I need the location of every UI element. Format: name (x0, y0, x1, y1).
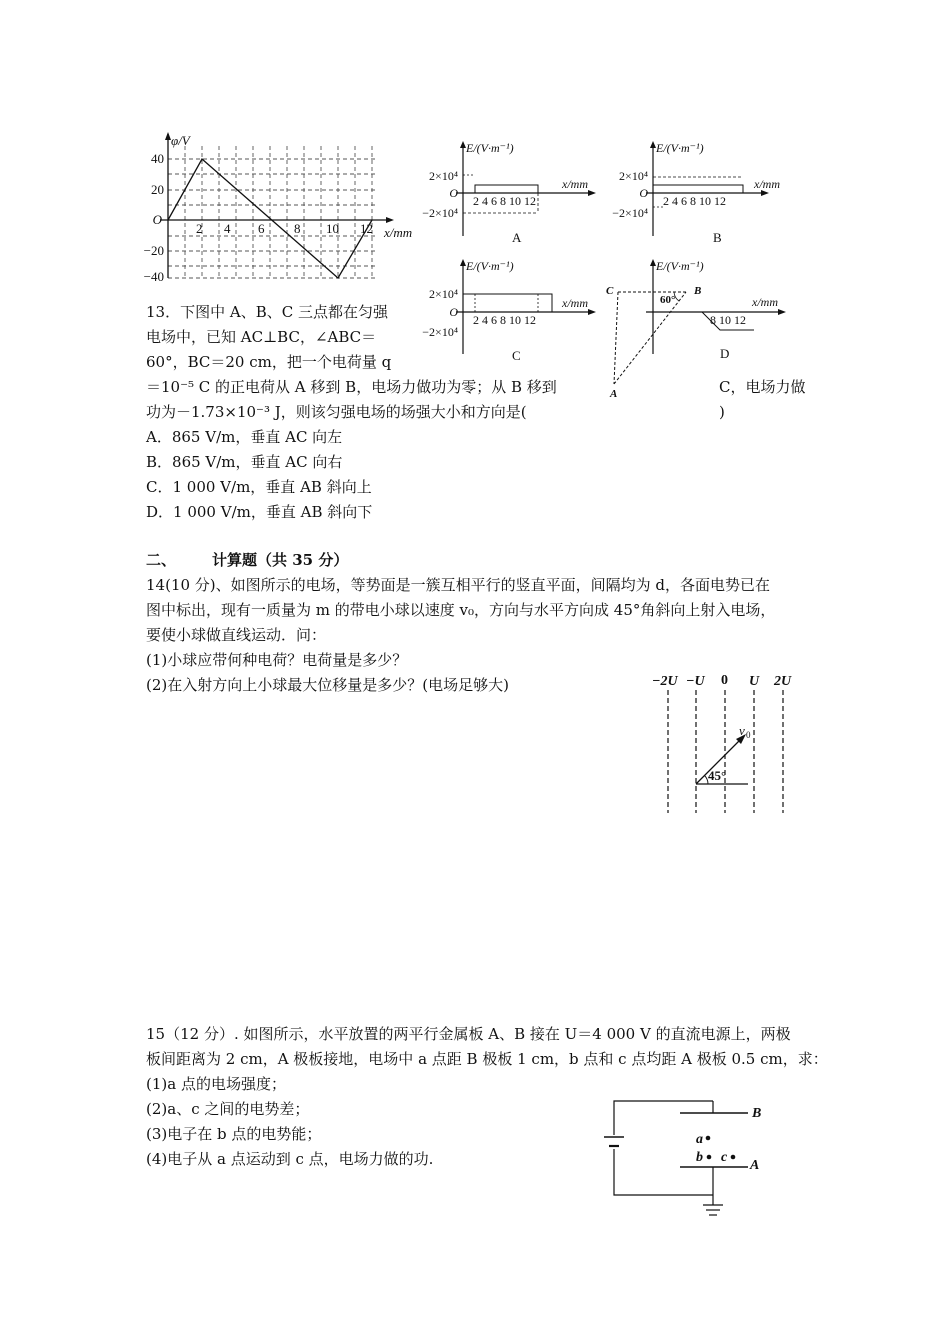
option-c-label: C (512, 348, 521, 363)
q14-line: 14(10 分)、如图所示的电场，等势面是一簇互相平行的竖直平面，间隔均为 d，各面电势已在 (146, 576, 771, 594)
q13-line: 13．下图中 A、B、C 三点都在匀强 (146, 303, 388, 321)
option-c-pos-tick: 2×10⁴ (429, 287, 458, 301)
option-b-ylabel: E/(V·m⁻¹) (656, 141, 704, 155)
q13-option-a[interactable]: A．865 V/m，垂直 AC 向左 (146, 428, 343, 446)
q13-point-a: A (610, 388, 618, 400)
option-a-graph (410, 138, 600, 248)
option-d-label: D (720, 346, 730, 361)
q15-line: 板间距离为 2 cm，A 极板接地，电场中 a 点距 B 极板 1 cm，b 点和 c 点均距 A 极板 0.5 cm，求： (146, 1050, 828, 1068)
q14-line: 要使小球做直线运动．问： (146, 626, 327, 644)
phi-graph-xtick: 10 (326, 221, 339, 236)
q14-sub1: (1)小球应带何种电荷？电荷量是多少？ (146, 651, 408, 669)
q14-angle: 45° (708, 768, 727, 783)
q15-line: 15（12 分）. 如图所示，水平放置的两平行金属板 A、B 接在 U＝4 000 V 的直流电源上，两极 (146, 1025, 791, 1043)
phi-graph-xtick: 4 (224, 221, 231, 236)
phi-graph-ylabel: φ/V (171, 133, 190, 148)
option-c-graph (410, 256, 600, 366)
option-d-ticks: 8 10 12 (710, 313, 746, 327)
option-d-ylabel: E/(V·m⁻¹) (656, 259, 704, 273)
phi-graph-ytick: −40 (143, 269, 164, 284)
section-number: 二、 (146, 551, 177, 569)
q15-point-c: c (721, 1150, 728, 1165)
option-c-xticks: 2 4 6 8 10 12 (473, 313, 536, 327)
q15-sub: (4)电子从 a 点运动到 c 点，电场力做的功. (146, 1150, 434, 1168)
q13-option-d[interactable]: D．1 000 V/m，垂直 AB 斜向下 (146, 503, 373, 521)
q14-line: 图中标出，现有一质量为 m 的带电小球以速度 v₀，方向与水平方向成 45°角斜向上射入电场， (146, 601, 776, 619)
option-c-xlabel: x/mm (562, 296, 588, 310)
option-c-neg-tick: −2×10⁴ (422, 325, 458, 339)
option-b-graph (600, 138, 800, 248)
q13-point-b: B (694, 285, 702, 297)
option-c-ylabel: E/(V·m⁻¹) (466, 259, 514, 273)
option-a-ylabel: E/(V·m⁻¹) (466, 141, 514, 155)
option-d-xlabel: x/mm (752, 295, 778, 309)
q13-line: 电场中，已知 AC⊥BC，∠ABC＝ (146, 328, 377, 346)
section-title: 计算题（共 35 分） (212, 551, 349, 569)
phi-graph-ytick: 20 (151, 182, 164, 197)
q13-option-c[interactable]: C．1 000 V/m，垂直 AB 斜向上 (146, 478, 372, 496)
option-b-xlabel: x/mm (754, 177, 780, 191)
phi-graph-xtick: 12 (360, 221, 373, 236)
q14-potential: 2U (774, 674, 792, 689)
phi-graph-xlabel: x/mm (384, 225, 413, 240)
option-a-label: A (512, 230, 522, 245)
q13-answer-paren: ) (719, 403, 725, 421)
phi-x-graph (140, 128, 420, 288)
option-a-origin: O (449, 186, 458, 200)
option-b-origin: O (639, 186, 648, 200)
q14-velocity-sub: 0 (746, 730, 751, 740)
q13-angle: 60° (660, 294, 676, 306)
q13-line-tail: C，电场力做 (719, 378, 806, 396)
phi-graph-ytick: 40 (151, 151, 164, 166)
q13-option-b[interactable]: B．865 V/m，垂直 AC 向右 (146, 453, 343, 471)
phi-graph-xtick: 6 (258, 221, 265, 236)
q13-triangle (600, 280, 710, 405)
phi-graph-xtick: 2 (196, 221, 203, 236)
option-b-pos-tick: 2×10⁴ (619, 169, 648, 183)
q15-sub: (3)电子在 b 点的电势能； (146, 1125, 322, 1143)
q14-potential: −2U (652, 674, 678, 689)
q13-line: 60°，BC＝20 cm，把一个电荷量 q (146, 353, 392, 371)
q14-potential: 0 (721, 673, 728, 688)
q15-point-a: a (696, 1132, 703, 1147)
option-a-xlabel: x/mm (562, 177, 588, 191)
q13-line: 功为－1.73×10⁻³ J，则该匀强电场的场强大小和方向是( (146, 403, 527, 421)
q15-plate-a: A (750, 1158, 760, 1173)
option-b-label: B (713, 230, 722, 245)
option-a-pos-tick: 2×10⁴ (429, 169, 458, 183)
option-b-neg-tick: −2×10⁴ (612, 206, 648, 220)
q15-sub: (1)a 点的电场强度； (146, 1075, 286, 1093)
q14-velocity-label: v (739, 723, 745, 738)
q15-point-b: b (696, 1150, 703, 1165)
phi-graph-origin: O (152, 212, 162, 227)
option-c-origin: O (449, 305, 458, 319)
phi-graph-ytick: −20 (143, 243, 164, 258)
option-b-xticks: 2 4 6 8 10 12 (663, 194, 726, 208)
phi-graph-xtick: 8 (294, 221, 301, 236)
q15-plate-b: B (752, 1106, 762, 1121)
q14-potential: −U (686, 674, 705, 689)
q15-sub: (2)a、c 之间的电势差； (146, 1100, 310, 1118)
q13-line: ＝10⁻⁵ C 的正电荷从 A 移到 B，电场力做功为零；从 B 移到 (146, 378, 557, 396)
q15-capacitor-circuit (600, 1095, 770, 1225)
q13-point-c: C (606, 285, 614, 297)
q14-sub2: (2)在入射方向上小球最大位移量是多少？(电场足够大) (146, 676, 509, 694)
option-a-xticks: 2 4 6 8 10 12 (473, 194, 536, 208)
q14-potential: U (749, 674, 760, 689)
option-a-neg-tick: −2×10⁴ (422, 206, 458, 220)
q14-equipotential-figure (650, 668, 810, 818)
